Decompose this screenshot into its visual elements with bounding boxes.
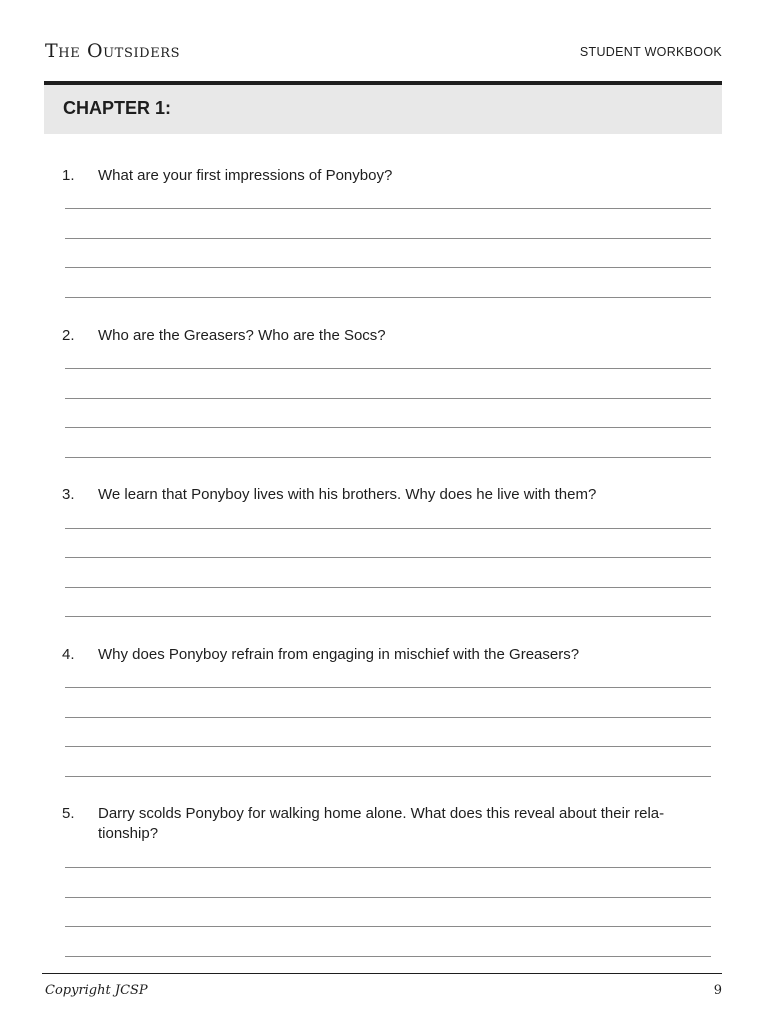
- answer-line[interactable]: [65, 398, 711, 399]
- question-text: Who are the Greasers? Who are the Socs?: [98, 327, 386, 344]
- question-number: 4.: [62, 646, 75, 663]
- answer-line[interactable]: [65, 457, 711, 458]
- footer-rule: [42, 973, 722, 974]
- question-text: Darry scolds Ponyboy for walking home alone. What does this reveal about their rela-tionship?: [98, 805, 665, 842]
- question-text: What are your first impressions of Ponyboy?: [98, 167, 393, 184]
- question-text: Why does Ponyboy refrain from engaging in mischief with the Greasers?: [98, 646, 580, 663]
- answer-line[interactable]: [65, 267, 711, 268]
- answer-line[interactable]: [65, 687, 711, 688]
- question-number: 5.: [62, 805, 75, 822]
- question-2: [62, 326, 722, 346]
- answer-line[interactable]: [65, 427, 711, 428]
- answer-line[interactable]: [65, 897, 711, 898]
- question-number: 1.: [62, 167, 75, 184]
- workbook-label: STUDENT WORKBOOK: [579, 45, 722, 59]
- question-number: 3.: [62, 486, 75, 503]
- book-title: The Outsiders: [45, 40, 181, 62]
- question-number: 2.: [62, 327, 75, 344]
- answer-line[interactable]: [65, 528, 711, 529]
- question-text: We learn that Ponyboy lives with his brothers. Why does he live with them?: [98, 486, 597, 503]
- question-4: [62, 645, 722, 665]
- copyright-text: Copyright JCSP: [45, 983, 148, 998]
- page-header: [45, 40, 722, 66]
- answer-line[interactable]: [65, 867, 711, 868]
- answer-line[interactable]: [65, 717, 711, 718]
- answer-line[interactable]: [65, 776, 711, 777]
- answer-line[interactable]: [65, 616, 711, 617]
- answer-line[interactable]: [65, 746, 711, 747]
- chapter-title: CHAPTER 1:: [63, 98, 172, 118]
- answer-line[interactable]: [65, 208, 711, 209]
- answer-line[interactable]: [65, 587, 711, 588]
- answer-line[interactable]: [65, 238, 711, 239]
- question-5: [62, 804, 722, 844]
- answer-line[interactable]: [65, 297, 711, 298]
- answer-line[interactable]: [65, 956, 711, 957]
- chapter-band: [44, 85, 722, 134]
- answer-line[interactable]: [65, 926, 711, 927]
- question-3: [62, 485, 722, 505]
- question-1: [62, 166, 722, 186]
- answer-line[interactable]: [65, 557, 711, 558]
- answer-line[interactable]: [65, 368, 711, 369]
- page-number: 9: [713, 983, 722, 998]
